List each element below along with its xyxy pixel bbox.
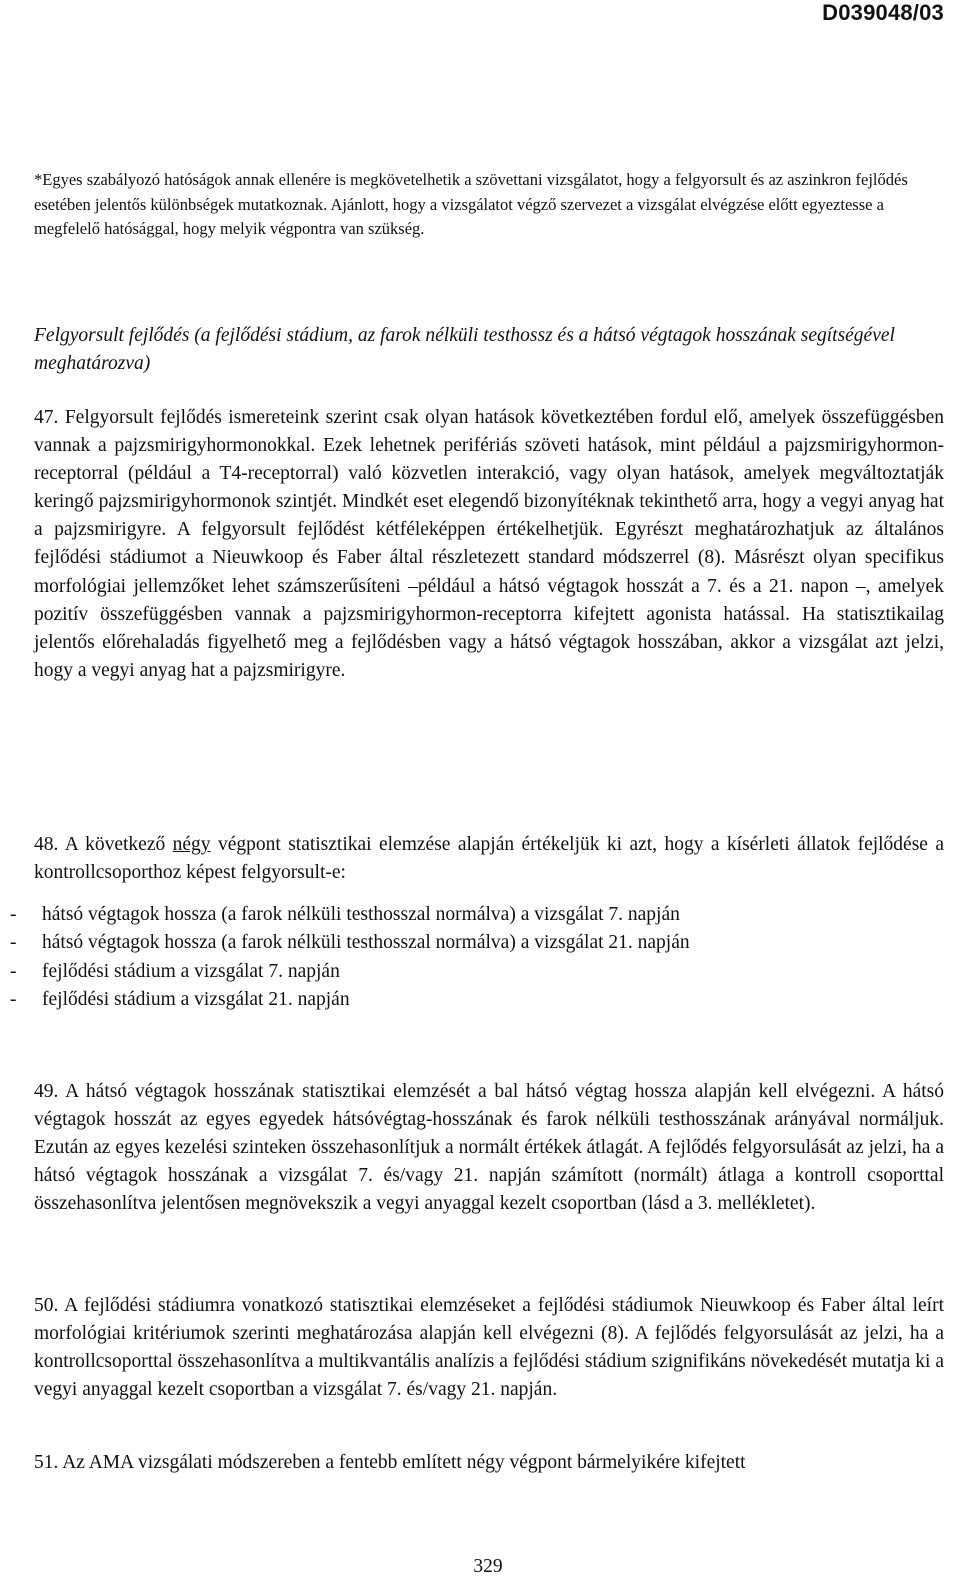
page-number: 329 [473, 1556, 503, 1577]
endpoints-list [10, 901, 940, 1015]
list-dash: - [10, 960, 17, 982]
list-item [10, 929, 940, 957]
paragraph-47 [34, 404, 944, 685]
paragraph-text: Felgyorsult fejlődés ismereteink szerint csak olyan hatások következtében fordul elő, amelyek összefüggésben vannak a pajzsmirigyhormonokkal. Ezek lehetnek perifériás szöveti hatások, mint például a pajzsmirigyhormon-receptorral (például a T4-receptorral) való közvetlen interakció, vagy olyan hatások, amelyek megváltoztatják keringő pajzsmirigyhormonok szintjét. Mindkét eset elegendő bizonyítéknak tekinthető arra, hogy a vegyi anyag hat a pajzsmirigyre. A felgyorsult fejlődést kétféleképpen értékelhetjük. Egyrészt meghatározhatjuk az általános fejlődési stádiumot a Nieuwkoop és Faber által részletezett standard módszerrel (8). Másrészt olyan specifikus morfológiai jellemzőket lehet számszerűsíteni –például a hátsó végtagok hosszát a 7. és a 21. napon –, amelyek pozitív összefüggésben vannak a pajzsmirigyhormon-receptorra kifejtett agonista hatással. Ha statisztikailag jelentős előrehaladás figyelhető meg a fejlődésben vagy a hátsó végtagok hosszában, akkor a vizsgálat azt jelzi, hogy a vegyi anyag hat a pajzsmirigyre. [34, 407, 944, 681]
paragraph-51 [34, 1449, 944, 1477]
list-dash: - [10, 904, 17, 925]
document-id: D039048/03 [822, 0, 944, 25]
list-item-text: hátsó végtagok hossza (a farok nélküli testhosszal normálva) a vizsgálat 21. napján [42, 932, 690, 954]
section-heading: Felgyorsult fejlődés (a fejlődési stádium, az farok nélküli testhossz és a hátsó végtagok hosszának segítségével meghatározva) [34, 325, 895, 374]
list-item [10, 958, 940, 986]
paragraph-text: A fejlődési stádiumra vonatkozó statisztikai elemzéseket a fejlődési stádiumok Nieuwkoop és Faber által leírt morfológiai kritériumok szerinti meghatározása alapján kell elvégezni (8). A fejlődés felgyorsulását az jelzi, ha a kontrollcsoporttal összehasonlítva a multikvantális analízis a fejlődési stádium szignifikáns növekedését mutatja ki a vegyi anyaggal kezelt csoportban a vizsgálat 7. és/vagy 21. napján. [34, 1295, 944, 1401]
list-dash: - [10, 932, 17, 954]
paragraph-number: 51. [34, 1452, 59, 1473]
paragraph-text-before: A következő [64, 834, 166, 855]
list-item-text: fejlődési stádium a vizsgálat 21. napján [42, 989, 350, 1011]
paragraph-49 [34, 1078, 944, 1218]
list-dash: - [10, 989, 17, 1011]
footnote: *Egyes szabályozó hatóságok annak ellenére is megkövetelhetik a szövettani vizsgálatot, hogy a felgyorsult és az aszinkron fejlődés esetében jelentős különbségek mutatkoznak. Ajánlott, hogy a vizsgálatot végző szervezet a vizsgálat elvégzése előtt egyeztesse a megfelelő hatósággal, hogy melyik végpontra van szükség. [34, 170, 908, 238]
list-item-text: fejlődési stádium a vizsgálat 7. napján [42, 960, 340, 982]
paragraph-number: 47. [34, 407, 59, 428]
paragraph-text: Az AMA vizsgálati módszereben a fentebb említett négy végpont bármelyikére kifejtett [62, 1452, 746, 1473]
paragraph-48 [34, 831, 944, 887]
underlined-word: négy [172, 834, 211, 855]
list-item [10, 986, 940, 1014]
paragraph-number: 50. [34, 1295, 59, 1316]
list-item [10, 901, 940, 929]
paragraph-50 [34, 1292, 944, 1404]
list-item-text: hátsó végtagok hossza (a farok nélküli testhosszal normálva) a vizsgálat 7. napján [42, 904, 680, 925]
paragraph-number: 48. [34, 834, 59, 855]
paragraph-text: A hátsó végtagok hosszának statisztikai elemzését a bal hátsó végtag hossza alapján kell elvégezni. A hátsó végtagok hosszát az egyes egyedek hátsóvégtag-hosszának és farok nélküli testhosszának arányával normáljuk. Ezután az egyes kezelési szinteken összehasonlítjuk a normált értékek átlagát. A fejlődés felgyorsulását az jelzi, ha a hátsó végtagok hosszának a vizsgálat 7. és/vagy 21. napján számított (normált) átlaga a kontroll csoporttal összehasonlítva jelentősen megnövekszik a vegyi anyaggal kezelt csoportban (lásd a 3. mellékletet). [34, 1081, 944, 1215]
paragraph-text-after: végpont statisztikai elemzése alapján értékeljük ki azt, hogy a kísérleti állatok fejlődése a kontrollcsoporthoz képest felgyorsult-e: [34, 834, 945, 884]
paragraph-number: 49. [34, 1081, 59, 1102]
